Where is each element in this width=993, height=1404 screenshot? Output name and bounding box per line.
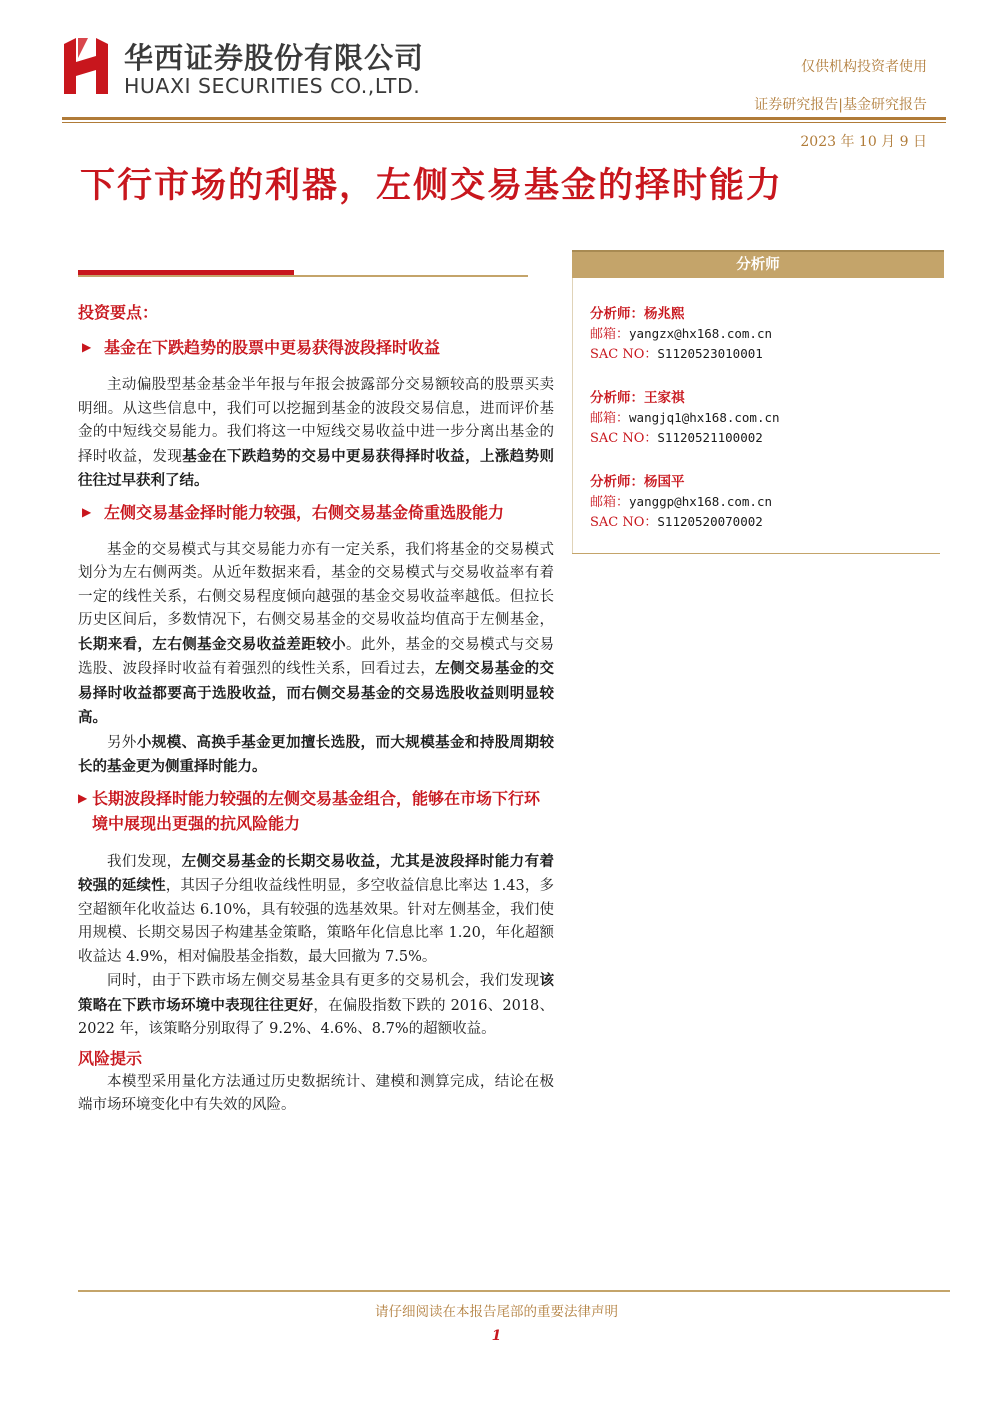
paragraph-1: 主动偏股型基金基金半年报与年报会披露部分交易额较高的股票买卖明细。从这些信息中，我们可以挖掘到基金的波段交易信息，进而评价基金的中短线交易能力。我们将这一中短线交易收益中进一步分离出基金的择时收益，发现基金在下跌趋势的交易中更易获得择时收益，上涨趋势则往往过早获利了结。 [78,377,555,489]
analyst-sidebar [572,250,944,532]
analyst-card [572,388,944,448]
analyst-email: 邮箱：wangjq1@hx168.com.cn [590,410,780,426]
analyst-email: 邮箱：yanggp@hx168.com.cn [590,494,773,510]
footer-divider [78,1290,950,1292]
bullet-heading-2 [78,500,554,525]
risk-heading: 风险提示 [78,1048,143,1068]
company-logo [62,34,447,104]
analyst-heading: 分析师 [572,250,944,278]
analyst-card [572,472,944,532]
analyst-name: 分析师：杨国平 [590,474,685,490]
report-type: 证券研究报告|基金研究报告 [754,97,927,113]
bullet-heading-1-text: 基金在下跌趋势的股票中更易获得波段择时收益 [104,338,441,357]
sidebar-border [572,278,573,553]
triangle-bullet-icon: ▶ [82,340,92,354]
header-divider-thin [62,122,946,123]
section-heading: 投资要点： [78,303,159,322]
huaxi-logo-icon [62,36,110,96]
analyst-name: 分析师：杨兆熙 [590,306,685,322]
analyst-sac: SAC NO：S1120521100002 [590,430,763,446]
report-date: 2023 年 10 月 9 日 [800,134,927,150]
paragraph-5: 同时，由于下跌市场左侧交易基金具有更多的交易机会，我们发现该策略在下跌市场环境中表现往往更好，在偏股指数下跌的 2016、2018、2022 年，该策略分别取得了 9.2%、4.6%、8.7%的超额收益。 [78,972,554,1037]
header-divider [62,117,946,120]
bullet-heading-2-text: 左侧交易基金择时能力较强，右侧交易基金倚重选股能力 [104,502,505,522]
sidebar-bottom-divider [572,553,940,554]
audience-note: 仅供机构投资者使用 [801,59,927,75]
main-content [78,300,554,1118]
paragraph-4: 我们发现，左侧交易基金的长期交易收益，尤其是波段择时能力有着较强的延续性，其因子分组收益线性明显，多空收益信息比率达 1.43，多空超额年化收益达 6.10%，具有较强的选基效果。针对左侧基金，我们使用规模、长期交易因子构建基金策略，策略年化信息比率 1.20，年化超额收益达 4.9%，相对偏股基金指数，最大回撤为 7.5%。 [78,852,555,965]
analyst-sac: SAC NO：S1120523010001 [590,346,763,362]
bullet-heading-3-text: 长期波段择时能力较强的左侧交易基金组合，能够在市场下行环境中展现出更强的抗风险能力 [92,788,541,833]
company-name-cn: 华西证券股份有限公司 [124,41,425,75]
risk-text: 本模型采用量化方法通过历史数据统计、建模和测算完成，结论在极端市场环境变化中有失效的风险。 [78,1073,554,1113]
analyst-name: 分析师：王家祺 [590,390,685,406]
footer-disclaimer: 请仔细阅读在本报告尾部的重要法律声明 [375,1304,618,1320]
page-number: 1 [491,1328,502,1344]
bullet-heading-1 [78,335,554,360]
analyst-sac: SAC NO：S1120520070002 [590,514,763,530]
triangle-bullet-icon: ▶ [78,790,88,805]
analyst-email: 邮箱：yangzx@hx168.com.cn [590,326,773,342]
report-title: 下行市场的利器，左侧交易基金的择时能力 [80,166,784,206]
paragraph-3: 另外小规模、高换手基金更加擅长选股，而大规模基金和持股周期较长的基金更为侧重择时能力。 [78,733,554,775]
paragraph-2: 基金的交易模式与其交易能力亦有一定关系，我们将基金的交易模式划分为左右侧两类。从近年数据来看，基金的交易模式与交易收益率有着一定的线性关系，右侧交易程度倾向越强的基金交易收益率越低。但拉长历史区间后，多数情况下，右侧交易基金的交易收益均值高于左侧基金，长期来看，左右侧基金交易收益差距较小。此外，基金的交易模式与交易选股、波段择时收益有着强烈的线性关系，回看过去，左侧交易基金的交易择时收益都要高于选股收益，而右侧交易基金的交易选股收益则明显较高。 [78,541,555,726]
title-divider-gold [78,275,528,277]
bullet-heading-3 [78,786,554,836]
analyst-card [572,304,944,364]
company-name-en: HUAXI SECURITIES CO.,LTD. [124,74,421,98]
triangle-bullet-icon: ▶ [82,504,92,519]
